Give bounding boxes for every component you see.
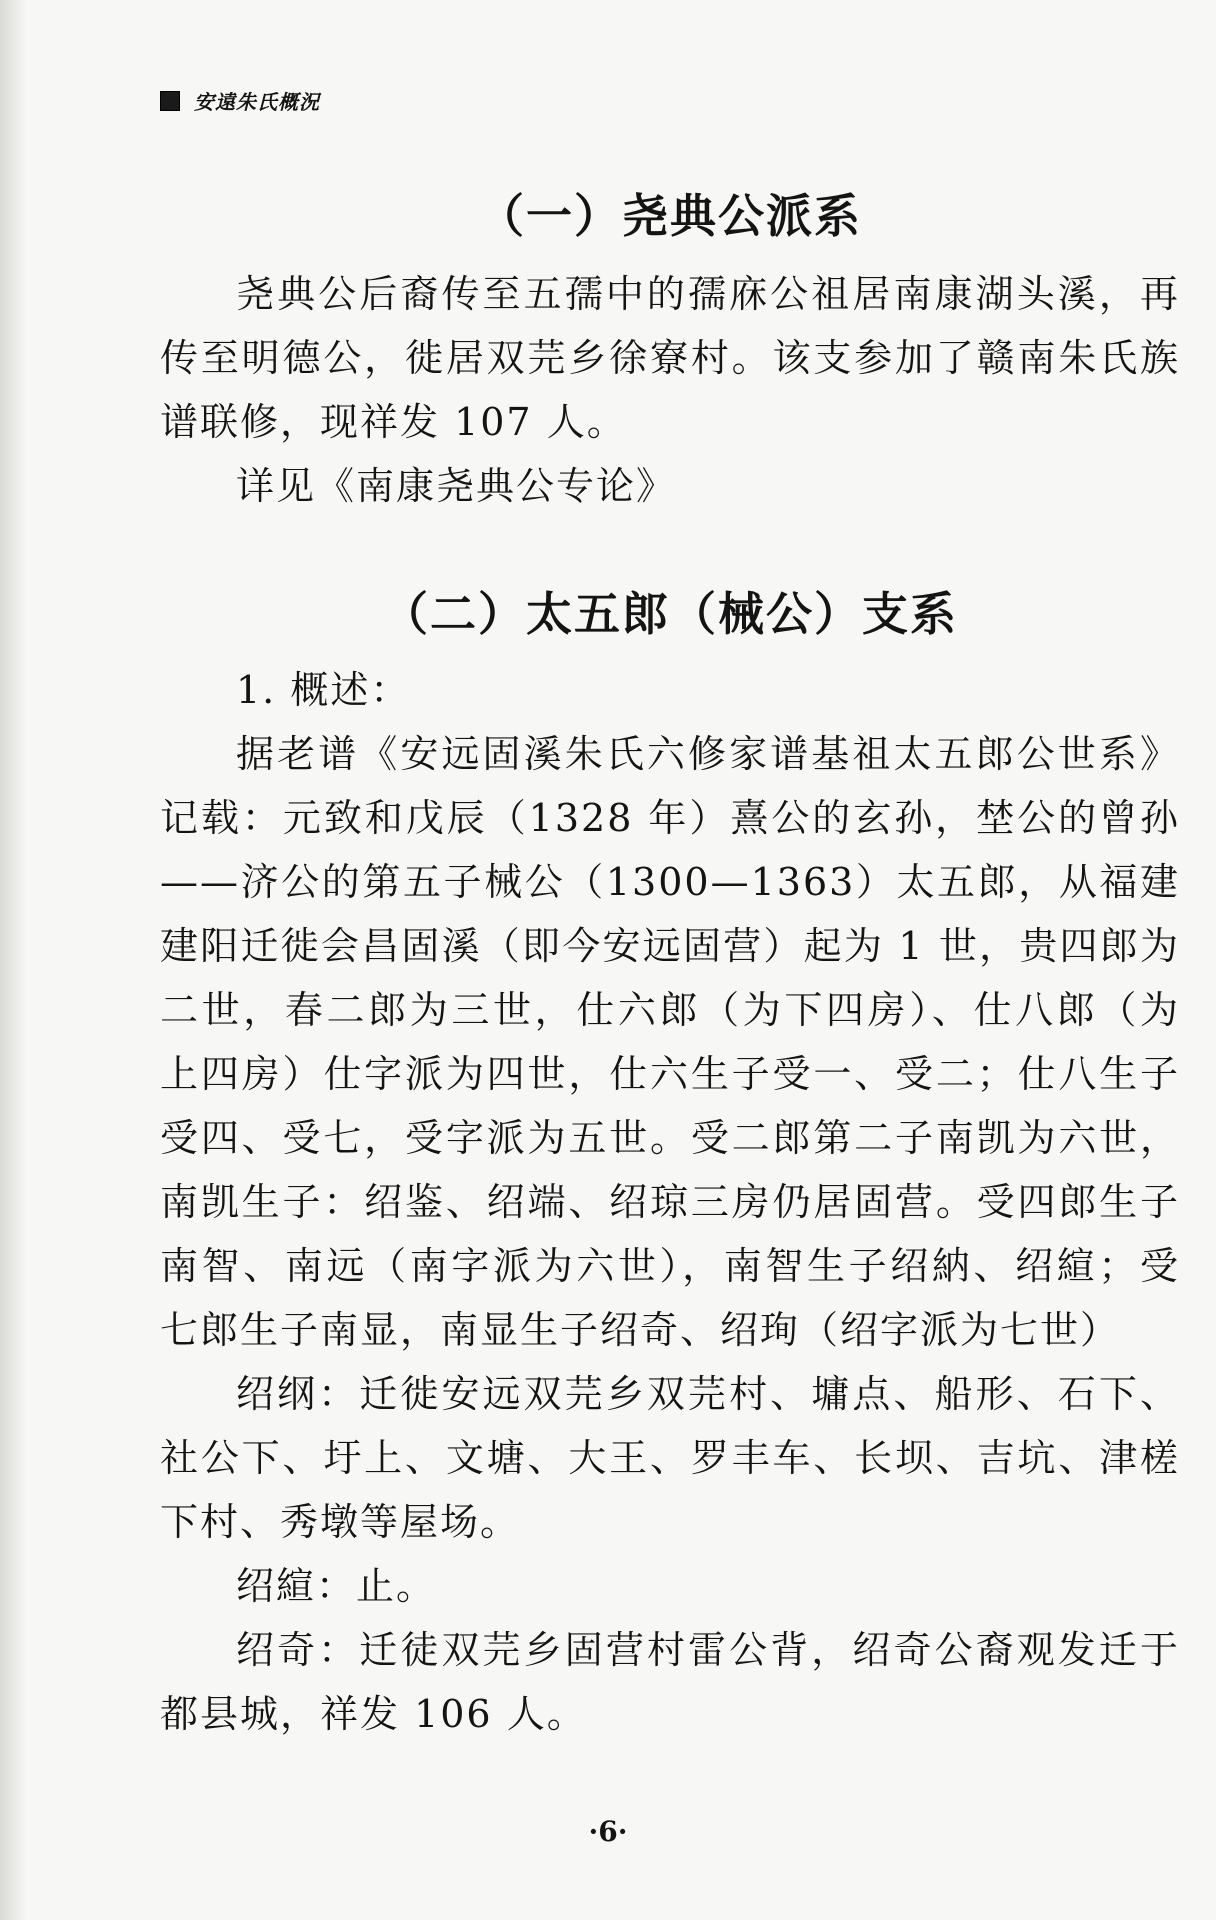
running-header-title: 安遠朱氏概況 — [194, 90, 320, 114]
paragraph: 绍縇：止。 — [236, 1564, 437, 1608]
page-content — [160, 180, 1180, 1746]
square-bullet-icon — [160, 91, 180, 111]
section-heading-2: （二）太五郎（械公）支系 — [382, 587, 958, 641]
paragraph: 详见《南康尧典公专论》 — [236, 464, 677, 508]
section-heading-1: （一）尧典公派系 — [478, 189, 862, 243]
subheading-overview: 1. 概述： — [236, 668, 411, 712]
paragraph: 据老谱《安远固溪朱氏六修家谱基祖太五郎公世系》记载：元致和戊辰（1328 年）熹公的玄孙，埜公的曾孙——济公的第五子械公（1300—1363）太五郎，从福建建阳迁徙会昌固溪（即今安远固营）起为 1 世，贵四郎为二世，春二郎为三世，仕六郎（为下四房）、仕八郎（为上四房）仕字派为四世，仕六生子受一、受二；仕八生子受四、受七，受字派为五世。受二郎第二子南凯为六世，南凯生子：绍鉴、绍端、绍琼三房仍居固营。受四郎生子南智、南远（南字派为六世），南智生子绍納、绍縇；受七郎生子南显，南显生子绍奇、绍珣（绍字派为七世） — [160, 732, 1180, 1352]
paragraph: 绍纲：迁徙安远双芫乡双芫村、墉点、船形、石下、社公下、圩上、文塘、大王、罗丰车、长坝、吉坑、津槎下村、秀墩等屋场。 — [160, 1372, 1180, 1544]
paragraph: 尧典公后裔传至五孺中的孺庥公祖居南康湖头溪，再传至明德公，徙居双芫乡徐寮村。该支参加了赣南朱氏族谱联修，现祥发 107 人。 — [160, 272, 1180, 444]
running-header — [160, 86, 320, 115]
page-number: ·6· — [588, 1815, 628, 1848]
page-edge-shadow — [0, 0, 26, 1920]
paragraph: 绍奇：迁徒双芫乡固营村雷公背，绍奇公裔观发迁于都县城，祥发 106 人。 — [160, 1628, 1180, 1736]
